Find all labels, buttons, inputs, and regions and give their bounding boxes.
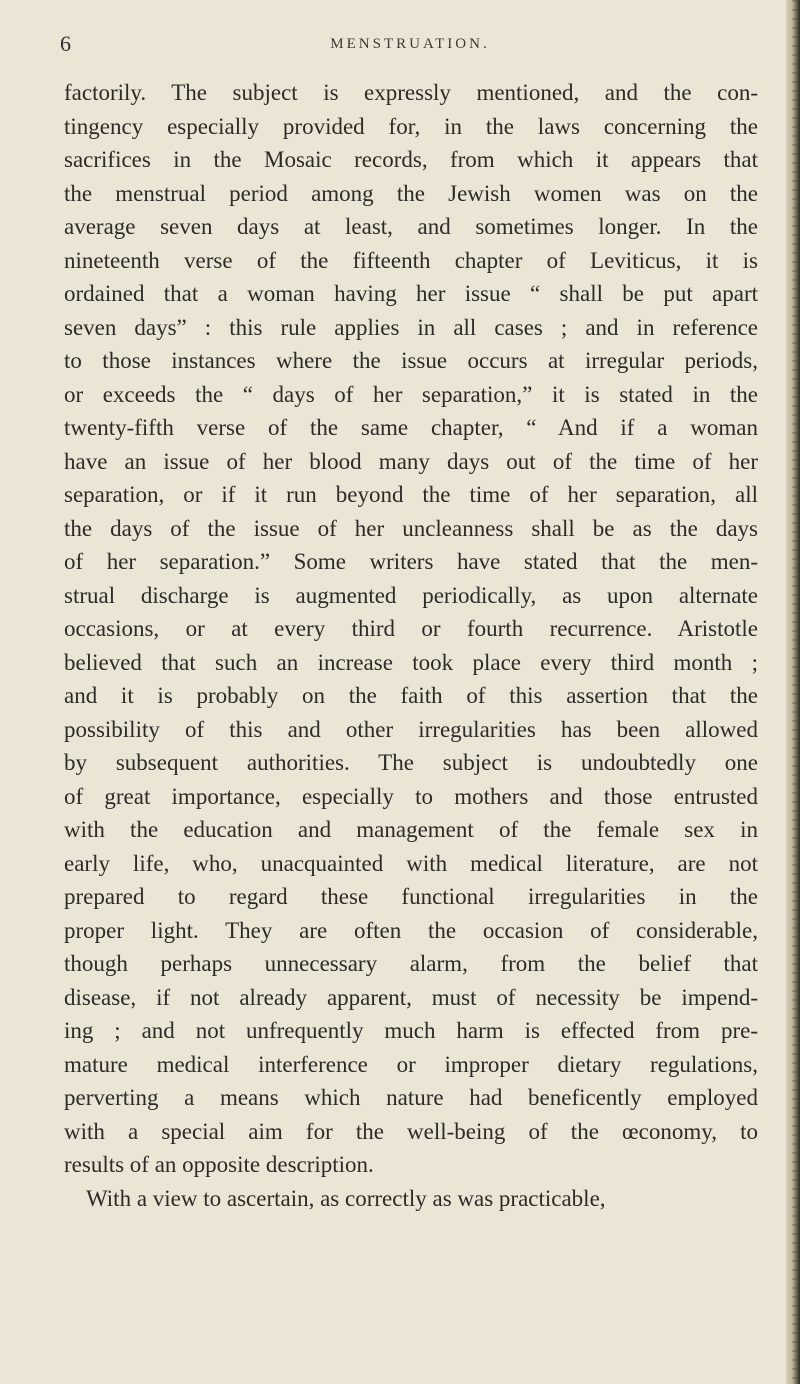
text-line: tingency especially provided for, in the laws concerning the: [64, 113, 758, 139]
text-line: factorily. The subject is expressly mentioned, and the con-: [64, 80, 758, 105]
text-line: ordained that a woman having her issue “ shall be put apart: [64, 281, 758, 306]
text-line: sacrifices in the Mosaic records, from which it appears that: [64, 147, 758, 172]
page-edge-texture: [792, 0, 798, 1384]
text-line: the days of the issue of her uncleanness shall be as the days: [64, 515, 758, 541]
page-number: 6: [60, 31, 71, 56]
text-line: prepared to regard these functional irregularities in the: [64, 884, 758, 909]
text-line: mature medical interference or improper dietary regulations,: [64, 1051, 758, 1077]
text-line: by subsequent authorities. The subject is undoubtedly one: [64, 750, 758, 775]
text-line: have an issue of her blood many days out of the time of her: [64, 448, 758, 474]
body-text: [64, 76, 758, 1215]
text-line: or exceeds the “ days of her separation,” it is stated in the: [64, 381, 758, 407]
text-line: nineteenth verse of the fifteenth chapter of Leviticus, it is: [64, 247, 758, 273]
text-line: separation, or if it run beyond the time of her separation, all: [64, 482, 758, 507]
text-line: though perhaps unnecessary alarm, from the belief that: [64, 951, 758, 976]
text-line: and it is probably on the faith of this assertion that the: [64, 683, 758, 708]
text-line: with the education and management of the female sex in: [64, 817, 758, 842]
text-line: disease, if not already apparent, must of necessity be impend-: [64, 984, 758, 1010]
running-head: [60, 30, 760, 58]
text-line: the menstrual period among the Jewish women was on the: [64, 180, 758, 206]
text-line: seven days” : this rule applies in all cases ; and in reference: [64, 314, 758, 340]
text-line: possibility of this and other irregularities has been allowed: [64, 716, 758, 742]
text-line: occasions, or at every third or fourth recurrence. Aristotle: [64, 616, 758, 641]
text-line: results of an opposite description.: [64, 1152, 374, 1177]
running-title: MENSTRUATION.: [330, 36, 490, 52]
text-line: average seven days at least, and sometimes longer. In the: [64, 214, 758, 239]
text-line: to those instances where the issue occurs at irregular periods,: [64, 348, 758, 373]
text-line: ing ; and not unfrequently much harm is effected from pre-: [64, 1018, 758, 1043]
text-line: strual discharge is augmented periodically, as upon alternate: [64, 582, 758, 608]
text-line: with a special aim for the well-being of the œconomy, to: [64, 1118, 758, 1144]
text-line: believed that such an increase took place every third month ;: [64, 649, 758, 675]
text-line: of her separation.” Some writers have stated that the men-: [64, 549, 758, 574]
text-line: of great importance, especially to mothers and those entrusted: [64, 783, 758, 809]
text-line: twenty-fifth verse of the same chapter, “ And if a woman: [64, 415, 758, 440]
text-line: perverting a means which nature had beneficently employed: [64, 1085, 758, 1110]
text-line: early life, who, unacquainted with medical literature, are not: [64, 850, 758, 876]
text-line: With a view to ascertain, as correctly as was practicable,: [86, 1185, 606, 1211]
text-line: proper light. They are often the occasion of considerable,: [64, 917, 758, 943]
